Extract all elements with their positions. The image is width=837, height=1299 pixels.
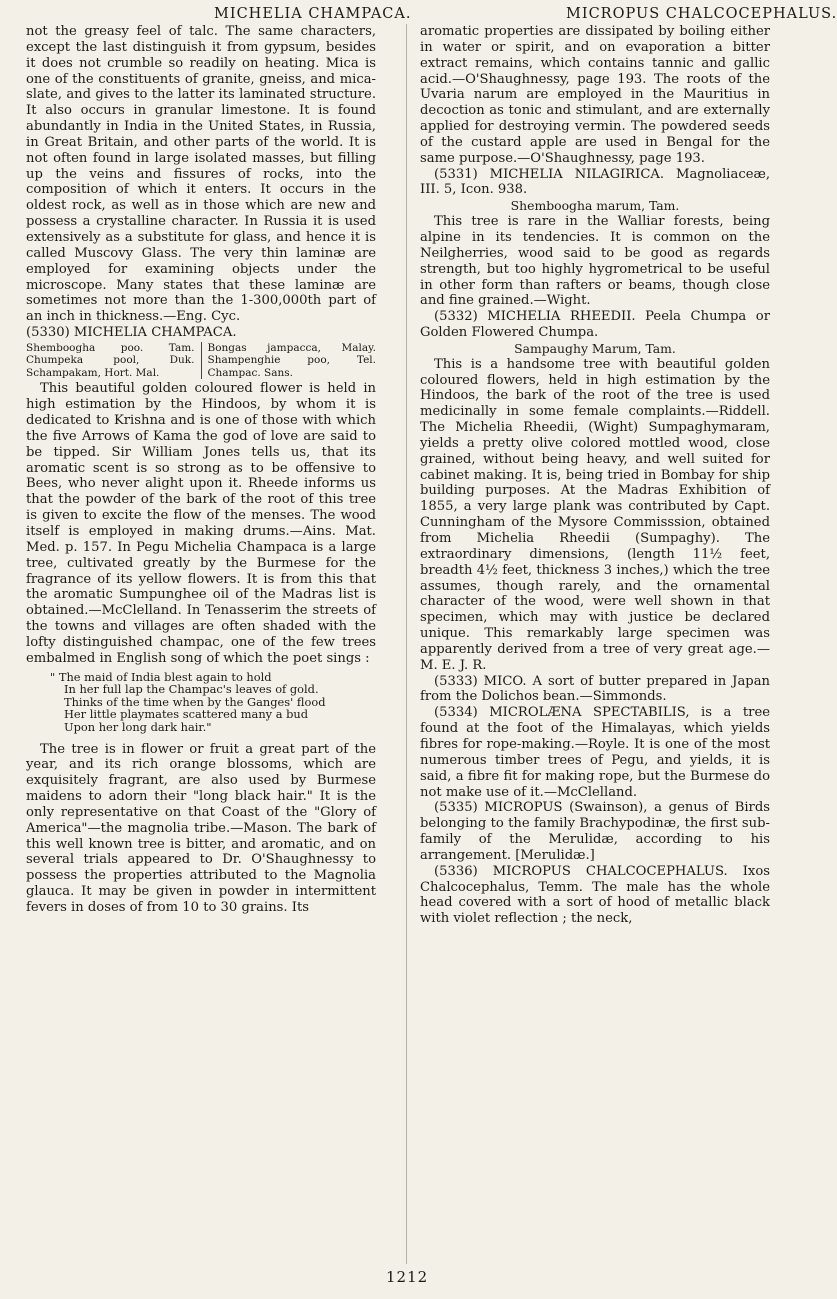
entry-5330-synonyms [26,342,376,380]
synonyms-right-cell: Bongas jampacca, Malay. Shampenghie poo, Tel. Champac. Sans. [207,341,376,379]
poem-line: Thinks of the time when by the Ganges' flood [64,694,326,709]
right-column [420,24,770,927]
poem-line: " The maid of India blest again to hold [50,669,272,684]
poem-line: Upon her long dark hair." [64,719,212,734]
entry-5330-body: This beautiful golden coloured flower is held in high estimation by the Hindoos, by whom it is dedicated to Krishna and is one of those with which the five Arrows of Kama the god of love are said to be tipped. Sir William Jones tells us, that its aromatic scent is so strong as to be offensive to Bees, who never alight upon it. Rheede informs us that the powder of the bark of the root of this tree is given to excite the flow of the menses. The wood itself is employed in making drums.—Ains. Mat. Med. p. 157. In Pegu Michelia Champaca is a large tree, cultivated greatly by the Burmese for the fragrance of its yellow flowers. It is from this that the aromatic Sumpunghee oil of the Madras list is obtained.—McClelland. In Tenasserim the streets of the towns and villages are often shaded with the lofty distinguished champac, one of the few trees embalmed in English song of which the poet sings : [26,381,376,666]
poem-line: In her full lap the Champac's leaves of gold. [64,682,319,697]
entry-5336: (5336) MICROPUS CHALCOCEPHALUS. Ixos Chalcocephalus, Temm. The male has the whole head covered with a sort of hood of metallic black with violet reflection ; the neck, [420,863,770,927]
page-number: 1212 [386,1268,429,1286]
column-divider [406,24,407,1264]
entry-5331-body: This tree is rare in the Walliar forests, being alpine in its tendencies. It is common on the Neilgherries, wood said to be good as regards strength, but too highly hygrometrical to be useful in other form than rafters or beams, though close and fine grained.—Wight. [420,214,770,309]
entry-5331-heading: (5331) MICHELIA NILAGIRICA. Magnoliaceæ, III. 5, Icon. 938. [420,166,770,198]
entry-5332-synonyms: Sampaughy Marum, Tam. [514,340,676,356]
synonyms-divider [201,342,202,380]
entry-5333: (5333) MICO. A sort of butter prepared in Japan from the Dolichos bean.—Simmonds. [420,673,770,705]
entry-5335: (5335) MICROPUS (Swainson), a genus of Birds belonging to the family Brachypodinæ, the first sub-family of the Merulidæ, according to his arrangement. [Merulidæ.] [420,800,770,863]
running-head-left: MICHELIA CHAMPACA. [214,6,412,22]
entry-5330-heading: (5330) MICHELIA CHAMPACA. [26,325,237,341]
entry-5334: (5334) MICROLÆNA SPECTABILIS, is a tree found at the foot of the Himalayas, which yields fibres for rope-making.—Royle. It is one of the most numerous timber trees of Pegu, and yields, it is said, a fibre fit for making rope, but the Burmese do not make use of it.—McClelland. [420,705,770,800]
entry-5331-synonyms: Shemboogha marum, Tam. [510,198,680,214]
poem-line: Her little playmates scattered many a bud [64,707,309,722]
entry-5330-body-continued: The tree is in flower or fruit a great part of the year, and its rich orange blossoms, which are exquisitely fragrant, are also used by Burmese maidens to adorn their "long black hair." It is the only representative on that Coast of the "Glory of America"—the magnolia tribe.—Mason. The bark of this well known tree is bitter, and aromatic, and on several trials appeared to Dr. O'Shaughnessy to possess the properties attributed to the Magnolia glauca. It may be given in powder in intermittent fevers in doses of from 10 to 30 grains. Its [26,741,376,915]
entry-5332-body: This is a handsome tree with beautiful golden coloured flowers, held in high estimation by the Hindoos, the bark of the root of the tree is used medicinally in some female complaints.—Riddell. The Michelia Rheedii, (Wight) Sumpaghymaram, yields a pretty olive colored mottled wood, close grained, without being heavy, and well suited for cabinet making. It is, being tried in Bombay for ship building purposes. At the Madras Exhibition of 1855, a very large plank was contributed by Capt. Cunningham of the Mysore Commisssion, obtained from Michelia Rheedii (Sumpaghy). The extraordinary dimensions, (length 11½ feet, breadth 4½ feet, thickness 3 inches,) which the tree assumes, though rarely, and the ornamental character of the wood, were well shown in that specimen, which may with justice be declared unique. This remarkably large specimen was apparently derived from a tree of very great age.—M. E. J. R. [420,356,770,673]
entry-5330-continuation: aromatic properties are dissipated by boiling either in water or spirit, and on evaporation a bitter extract remains, which contains tannic and gallic acid.—O'Shaughnessy, page 193. The roots of the Uvaria narum are employed in the Mauritius in decoction as tonic and stimulant, and are externally applied for destroying vermin. The powdered seeds of the custard apple are used in Bengal for the same purpose.—O'Shaughnessy, page 193. [420,24,770,166]
left-column [26,24,376,916]
synonyms-left-cell: Shemboogha poo. Tam. Chumpeka pool, Duk. Schampakam, Hort. Mal. [26,341,195,379]
entry-5332-heading: (5332) MICHELIA RHEEDII. Peela Chumpa or Golden Flowered Chumpa. [420,309,770,341]
running-head-right: MICROPUS CHALCOCEPHALUS. [566,6,837,22]
mica-continuation-paragraph: not the greasy feel of talc. The same characters, except the last distinguish it from gypsum, besides it does not crumble so readily on heating. Mica is one of the constituents of granite, gneiss, and mica-slate, and gives to the latter its laminated structure. It also occurs in granular limestone. It is found abundantly in India in the United States, in Russia, in Great Britain, and other parts of the world. It is not often found in large isolated masses, but filling up the veins and fissures of rocks, into the composition of which it enters. It occurs in the oldest rock, as well as in those which are new and possess a crystalline character. In Russia it is used extensively as a substitute for glass, and hence it is called Muscovy Glass. The very thin laminæ are employed for examining objects under the microscope. Many states that these laminæ are sometimes not more than the 1-300,000th part of an inch in thickness.—Eng. Cyc. [26,24,376,325]
poem-quotation [50,671,376,734]
